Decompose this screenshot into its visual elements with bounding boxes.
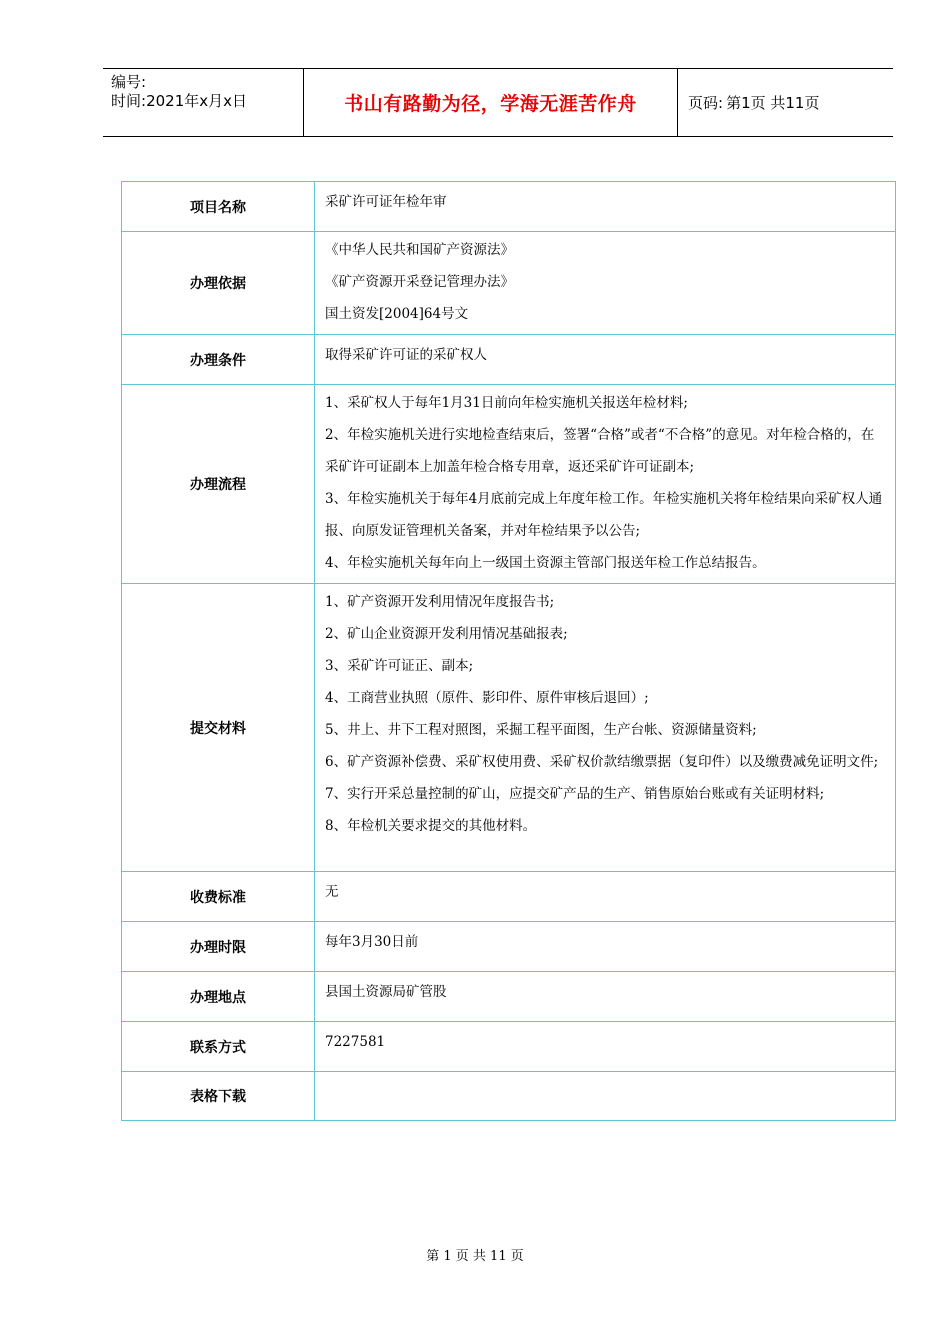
row-label: 表格下载 <box>122 1072 315 1121</box>
page-label: 页码: <box>688 94 724 112</box>
value-line: 采矿许可证年检年审 <box>325 194 447 210</box>
row-label: 办理依据 <box>122 232 315 335</box>
header-page-info <box>678 69 893 136</box>
value-line: 1、采矿权人于每年1月31日前向年检实施机关报送年检材料; <box>325 395 688 411</box>
row-value <box>315 872 896 922</box>
value-line: 国土资发[2004]64号文 <box>325 306 469 322</box>
table-row <box>122 335 896 385</box>
row-label: 办理地点 <box>122 972 315 1022</box>
value-line: 3、采矿许可证正、副本; <box>325 658 474 674</box>
service-info-table <box>121 181 896 1121</box>
row-value <box>315 385 896 584</box>
row-label: 联系方式 <box>122 1022 315 1072</box>
row-value <box>315 182 896 232</box>
time-label: 时间: <box>111 92 147 110</box>
row-label: 办理流程 <box>122 385 315 584</box>
row-value <box>315 232 896 335</box>
table-row <box>122 922 896 972</box>
value-line: 7、实行开采总量控制的矿山，应提交矿产品的生产、销售原始台账或有关证明材料; <box>325 786 825 802</box>
value-line: 2、年检实施机关进行实地检查结束后，签署“合格”或者“不合格”的意见。对年检合格的，在采矿许可证副本上加盖年检合格专用章，返还采矿许可证副本; <box>325 427 875 475</box>
table-row <box>122 1072 896 1121</box>
header-serial-time <box>103 69 304 136</box>
row-value <box>315 584 896 872</box>
row-value <box>315 972 896 1022</box>
header-motto <box>304 69 678 136</box>
value-line: 1、矿产资源开发利用情况年度报告书; <box>325 594 555 610</box>
page-value: 第1页 共11页 <box>726 94 820 112</box>
serial-label: 编号: <box>111 73 147 91</box>
value-line: 5、井上、井下工程对照图，采掘工程平面图，生产台帐、资源储量资料; <box>325 722 757 738</box>
value-line: 无 <box>325 884 339 900</box>
table-row <box>122 872 896 922</box>
footer-page-text: 第 1 页 共 11 页 <box>426 1249 524 1264</box>
value-line: 6、矿产资源补偿费、采矿权使用费、采矿权价款结缴票据（复印件）以及缴费减免证明文件; <box>325 754 879 770</box>
value-line: 7227581 <box>325 1034 386 1050</box>
page-footer <box>0 1245 950 1264</box>
value-line: 《中华人民共和国矿产资源法》 <box>325 242 514 258</box>
value-line: 8、年检机关要求提交的其他材料。 <box>325 818 537 834</box>
row-label: 收费标准 <box>122 872 315 922</box>
value-line: 每年3月30日前 <box>325 934 419 950</box>
value-line: 3、年检实施机关于每年4月底前完成上年度年检工作。年检实施机关将年检结果向采矿权人通报、向原发证管理机关备案，并对年检结果予以公告; <box>325 491 883 539</box>
row-value <box>315 1022 896 1072</box>
value-line: 4、工商营业执照（原件、影印件、原件审核后退回）; <box>325 690 649 706</box>
row-label: 提交材料 <box>122 584 315 872</box>
row-value <box>315 922 896 972</box>
row-label: 办理条件 <box>122 335 315 385</box>
value-line: 县国土资源局矿管股 <box>325 984 447 1000</box>
row-value <box>315 335 896 385</box>
table-row <box>122 1022 896 1072</box>
value-line: 取得采矿许可证的采矿权人 <box>325 347 487 363</box>
table-row <box>122 972 896 1022</box>
time-line <box>111 90 247 111</box>
row-value-empty <box>315 1072 896 1121</box>
row-label: 项目名称 <box>122 182 315 232</box>
value-line: 《矿产资源开采登记管理办法》 <box>325 274 514 290</box>
page-header <box>103 68 893 137</box>
table-row <box>122 385 896 584</box>
row-label: 办理时限 <box>122 922 315 972</box>
motto-text: 书山有路勤为径，学海无涯苦作舟 <box>344 93 637 115</box>
value-line: 2、矿山企业资源开发利用情况基础报表; <box>325 626 568 642</box>
time-value: 2021年x月x日 <box>146 92 247 110</box>
table-row <box>122 232 896 335</box>
table-row <box>122 584 896 872</box>
table-row <box>122 182 896 232</box>
value-line: 4、年检实施机关每年向上一级国土资源主管部门报送年检工作总结报告。 <box>325 555 766 571</box>
